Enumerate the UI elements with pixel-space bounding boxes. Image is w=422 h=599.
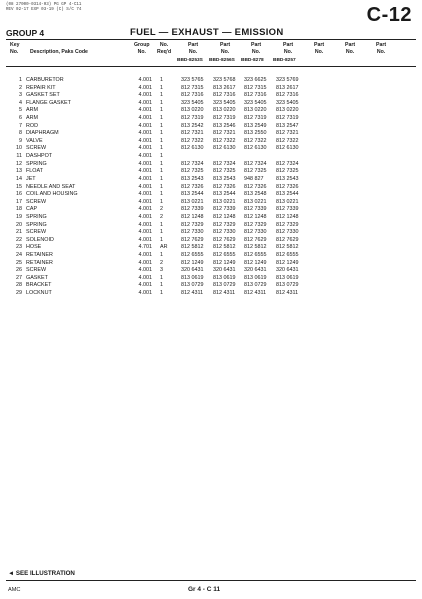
group-title: GROUP 4 bbox=[6, 28, 45, 38]
part-no-1: 812 7316 bbox=[181, 92, 204, 99]
part-no-4: 812 7321 bbox=[276, 130, 299, 137]
part-no-2: 813 2543 bbox=[213, 175, 236, 182]
key-no: 4 bbox=[19, 99, 22, 106]
part-no-2: 813 2546 bbox=[213, 122, 236, 129]
part-no-1: 812 5812 bbox=[181, 244, 204, 251]
qty-required: 1 bbox=[160, 107, 163, 114]
part-no-1: 812 7322 bbox=[181, 137, 204, 144]
description: SCREW bbox=[26, 145, 47, 152]
part-no-4: 813 0220 bbox=[276, 107, 299, 114]
part-no-3: 812 1248 bbox=[244, 213, 267, 220]
key-no: 16 bbox=[16, 191, 22, 198]
part-no-1: 812 7629 bbox=[181, 236, 204, 243]
key-no: 29 bbox=[16, 290, 22, 297]
description: SPRING bbox=[26, 221, 47, 228]
part-no-4: 812 1248 bbox=[276, 213, 299, 220]
part-no-2: 812 7326 bbox=[213, 183, 236, 190]
group-no: 4.001 bbox=[138, 99, 152, 106]
key-no: 20 bbox=[16, 221, 22, 228]
part-no-1: 812 7315 bbox=[181, 84, 204, 91]
part-no-2: 323 5405 bbox=[213, 99, 236, 106]
qty-required: AR bbox=[160, 244, 168, 251]
description: JET bbox=[26, 175, 36, 182]
table-row bbox=[0, 244, 422, 252]
group-no: 4.001 bbox=[138, 213, 152, 220]
col-header-part-2: Part No. bbox=[220, 42, 231, 55]
part-no-3: 812 6555 bbox=[244, 252, 267, 259]
part-no-4: 812 7322 bbox=[276, 137, 299, 144]
part-no-1: 812 7330 bbox=[181, 229, 204, 236]
qty-required: 1 bbox=[160, 175, 163, 182]
col-header-part-5: Part No. bbox=[314, 42, 325, 55]
key-no: 18 bbox=[16, 206, 22, 213]
description: SPRING bbox=[26, 213, 47, 220]
part-no-3: 812 5812 bbox=[244, 244, 267, 251]
description: BRACKET bbox=[26, 282, 52, 289]
table-row bbox=[0, 214, 422, 222]
qty-required: 1 bbox=[160, 236, 163, 243]
table-row bbox=[0, 290, 422, 298]
qty-required: 1 bbox=[160, 221, 163, 228]
part-no-4: 813 0619 bbox=[276, 274, 299, 281]
table-row bbox=[0, 275, 422, 283]
group-no: 4.001 bbox=[138, 282, 152, 289]
key-no: 21 bbox=[16, 229, 22, 236]
table-row bbox=[0, 260, 422, 268]
qty-required: 1 bbox=[160, 183, 163, 190]
key-no: 25 bbox=[16, 259, 22, 266]
part-no-2: 812 7325 bbox=[213, 168, 236, 175]
key-no: 13 bbox=[16, 168, 22, 175]
table-row bbox=[0, 229, 422, 237]
part-no-1: 812 7321 bbox=[181, 130, 204, 137]
part-no-2: 812 7329 bbox=[213, 221, 236, 228]
part-no-4: 813 2547 bbox=[276, 122, 299, 129]
part-no-2: 812 5812 bbox=[213, 244, 236, 251]
key-no: 15 bbox=[16, 183, 22, 190]
qty-required: 1 bbox=[160, 122, 163, 129]
key-no: 5 bbox=[19, 107, 22, 114]
description: ARM bbox=[26, 107, 38, 114]
part-no-4: 812 7324 bbox=[276, 160, 299, 167]
key-no: 2 bbox=[19, 84, 22, 91]
qty-required: 1 bbox=[160, 137, 163, 144]
description: VALVE bbox=[26, 137, 43, 144]
part-no-4: 812 6130 bbox=[276, 145, 299, 152]
see-illustration-note: ◄ SEE ILLUSTRATION bbox=[8, 570, 75, 577]
table-row bbox=[0, 267, 422, 275]
description: COIL AND HOUSING bbox=[26, 191, 78, 198]
description: HOSE bbox=[26, 244, 42, 251]
table-row bbox=[0, 222, 422, 230]
description: ROD bbox=[26, 122, 38, 129]
part-no-4: 812 7329 bbox=[276, 221, 299, 228]
page-title: FUEL — EXHAUST — EMISSION bbox=[130, 27, 284, 38]
part-no-1: 813 2542 bbox=[181, 122, 204, 129]
key-no: 10 bbox=[16, 145, 22, 152]
part-no-2: 812 1248 bbox=[213, 213, 236, 220]
key-no: 6 bbox=[19, 115, 22, 122]
part-no-3: 948 827 bbox=[244, 175, 264, 182]
part-no-3: 813 0221 bbox=[244, 198, 267, 205]
part-no-3: 812 7330 bbox=[244, 229, 267, 236]
part-no-3: 812 7629 bbox=[244, 236, 267, 243]
col-header-description: Description, Paks Code bbox=[30, 48, 88, 55]
footer-rule bbox=[6, 580, 416, 581]
description: RETAINER bbox=[26, 259, 53, 266]
description: LOCKNUT bbox=[26, 290, 52, 297]
part-no-1: 812 6130 bbox=[181, 145, 204, 152]
table-row bbox=[0, 100, 422, 108]
table-row bbox=[0, 123, 422, 131]
col-header-part-6: Part No. bbox=[345, 42, 356, 55]
part-no-2: 813 0221 bbox=[213, 198, 236, 205]
col-header-part-7: Part No. bbox=[376, 42, 387, 55]
part-no-4: 812 7629 bbox=[276, 236, 299, 243]
part-no-4: 323 5405 bbox=[276, 99, 299, 106]
part-no-2: 812 7316 bbox=[213, 92, 236, 99]
group-no: 4.001 bbox=[138, 77, 152, 83]
part-no-1: 812 7324 bbox=[181, 160, 204, 167]
print-code-line-1: (08 27000-0314-03) PG GP 4-C11 bbox=[6, 3, 82, 7]
part-no-4: 812 7330 bbox=[276, 229, 299, 236]
group-no: 4.001 bbox=[138, 206, 152, 213]
table-row bbox=[0, 191, 422, 199]
table-row bbox=[0, 138, 422, 146]
part-no-1: 812 7319 bbox=[181, 115, 204, 122]
qty-required: 1 bbox=[160, 153, 163, 160]
part-no-2: 320 6431 bbox=[213, 267, 236, 274]
part-no-3: 813 2548 bbox=[244, 191, 267, 198]
part-no-3: 812 7339 bbox=[244, 206, 267, 213]
group-no: 4.001 bbox=[138, 252, 152, 259]
part-no-4: 812 7316 bbox=[276, 92, 299, 99]
key-no: 17 bbox=[16, 198, 22, 205]
part-no-4: 813 0729 bbox=[276, 282, 299, 289]
part-no-2: 812 6555 bbox=[213, 252, 236, 259]
part-no-1: 323 5405 bbox=[181, 99, 204, 106]
part-column-code-2: BBD-8256S bbox=[209, 58, 235, 63]
description: DIAPHRAGM bbox=[26, 130, 59, 137]
key-no: 8 bbox=[19, 130, 22, 137]
description: FLANGE GASKET bbox=[26, 99, 71, 106]
qty-required: 1 bbox=[160, 290, 163, 297]
qty-required: 1 bbox=[160, 84, 163, 91]
part-no-4: 812 7339 bbox=[276, 206, 299, 213]
part-no-4: 813 2543 bbox=[276, 175, 299, 182]
table-row bbox=[0, 130, 422, 138]
table-row bbox=[0, 184, 422, 192]
group-no: 4.001 bbox=[138, 198, 152, 205]
part-no-3: 812 7316 bbox=[244, 92, 267, 99]
key-no: 28 bbox=[16, 282, 22, 289]
part-no-2: 812 1249 bbox=[213, 259, 236, 266]
table-row bbox=[0, 237, 422, 245]
part-no-3: 812 7329 bbox=[244, 221, 267, 228]
header-bottom-rule bbox=[6, 66, 416, 67]
part-no-3: 812 7319 bbox=[244, 115, 267, 122]
qty-required: 1 bbox=[160, 252, 163, 259]
part-no-4: 813 2544 bbox=[276, 191, 299, 198]
part-no-4: 812 6555 bbox=[276, 252, 299, 259]
part-no-4: 812 7325 bbox=[276, 168, 299, 175]
qty-required: 1 bbox=[160, 77, 163, 83]
qty-required: 1 bbox=[160, 191, 163, 198]
qty-required: 1 bbox=[160, 198, 163, 205]
table-row bbox=[0, 92, 422, 100]
description: SCREW bbox=[26, 229, 47, 236]
group-no: 4.701 bbox=[138, 244, 152, 251]
part-no-3: 812 7324 bbox=[244, 160, 267, 167]
group-no: 4.001 bbox=[138, 137, 152, 144]
part-column-code-3: BBD-8278 bbox=[241, 58, 264, 63]
part-no-2: 813 2544 bbox=[213, 191, 236, 198]
key-no: 24 bbox=[16, 252, 22, 259]
group-no: 4.001 bbox=[138, 115, 152, 122]
group-no: 4.001 bbox=[138, 92, 152, 99]
part-no-1: 813 0619 bbox=[181, 274, 204, 281]
part-no-4: 812 5812 bbox=[276, 244, 299, 251]
group-no: 4.001 bbox=[138, 84, 152, 91]
part-no-4: 812 7326 bbox=[276, 183, 299, 190]
table-row bbox=[0, 77, 422, 85]
key-no: 26 bbox=[16, 267, 22, 274]
group-no: 4.001 bbox=[138, 175, 152, 182]
part-no-1: 813 0221 bbox=[181, 198, 204, 205]
part-no-4: 812 4311 bbox=[276, 290, 299, 297]
description: CARBURETOR bbox=[26, 77, 64, 83]
part-no-3: 813 2549 bbox=[244, 122, 267, 129]
part-no-4: 813 0221 bbox=[276, 198, 299, 205]
part-no-3: 813 2550 bbox=[244, 130, 267, 137]
group-no: 4.001 bbox=[138, 145, 152, 152]
part-no-1: 813 0729 bbox=[181, 282, 204, 289]
group-no: 4.001 bbox=[138, 259, 152, 266]
col-header-part-1: Part No. bbox=[188, 42, 199, 55]
qty-required: 1 bbox=[160, 145, 163, 152]
col-header-part-4: Part No. bbox=[283, 42, 294, 55]
part-no-3: 812 1249 bbox=[244, 259, 267, 266]
description: SOLENOID bbox=[26, 236, 54, 243]
group-no: 4.001 bbox=[138, 274, 152, 281]
group-no: 4.001 bbox=[138, 130, 152, 137]
qty-required: 1 bbox=[160, 274, 163, 281]
key-no: 12 bbox=[16, 160, 22, 167]
part-column-code-1: BBD-8253S bbox=[177, 58, 203, 63]
qty-required: 2 bbox=[160, 259, 163, 266]
qty-required: 3 bbox=[160, 267, 163, 274]
group-no: 4.001 bbox=[138, 168, 152, 175]
table-row bbox=[0, 206, 422, 214]
part-no-2: 812 7339 bbox=[213, 206, 236, 213]
group-no: 4.001 bbox=[138, 107, 152, 114]
part-no-1: 812 4311 bbox=[181, 290, 204, 297]
table-row bbox=[0, 199, 422, 207]
group-no: 4.001 bbox=[138, 290, 152, 297]
key-no: 9 bbox=[19, 137, 22, 144]
part-no-2: 812 7629 bbox=[213, 236, 236, 243]
part-no-1: 323 5765 bbox=[181, 77, 204, 83]
col-header-part-3: Part No. bbox=[251, 42, 262, 55]
table-row bbox=[0, 161, 422, 169]
part-no-2: 812 6130 bbox=[213, 145, 236, 152]
part-no-3: 812 7322 bbox=[244, 137, 267, 144]
part-no-2: 813 0619 bbox=[213, 274, 236, 281]
part-no-1: 812 7325 bbox=[181, 168, 204, 175]
part-no-3: 812 6130 bbox=[244, 145, 267, 152]
part-no-2: 813 0729 bbox=[213, 282, 236, 289]
print-code-line-2: REV 02-17 EXP 03-19 (C) S/C 74 bbox=[6, 8, 82, 12]
qty-required: 2 bbox=[160, 206, 163, 213]
key-no: 22 bbox=[16, 236, 22, 243]
key-no: 27 bbox=[16, 274, 22, 281]
col-header-key: Key No. bbox=[10, 42, 20, 55]
part-no-3: 812 7325 bbox=[244, 168, 267, 175]
qty-required: 1 bbox=[160, 130, 163, 137]
part-no-3: 812 7315 bbox=[244, 84, 267, 91]
group-no: 4.001 bbox=[138, 153, 152, 160]
description: RETAINER bbox=[26, 252, 53, 259]
group-no: 4.001 bbox=[138, 183, 152, 190]
section-tag: C-12 bbox=[366, 4, 412, 26]
part-column-code-4: BBD-8257 bbox=[273, 58, 296, 63]
description: NEEDLE AND SEAT bbox=[26, 183, 76, 190]
part-no-3: 813 0619 bbox=[244, 274, 267, 281]
group-no: 4.001 bbox=[138, 229, 152, 236]
description: SCREW bbox=[26, 267, 47, 274]
key-no: 23 bbox=[16, 244, 22, 251]
description: DASHPOT bbox=[26, 153, 53, 160]
col-header-group: Group No. bbox=[134, 42, 150, 55]
key-no: 14 bbox=[16, 175, 22, 182]
description: FLOAT bbox=[26, 168, 43, 175]
table-row bbox=[0, 168, 422, 176]
part-no-1: 812 7329 bbox=[181, 221, 204, 228]
header-top-rule bbox=[6, 39, 416, 40]
part-no-1: 812 1248 bbox=[181, 213, 204, 220]
group-no: 4.001 bbox=[138, 221, 152, 228]
qty-required: 1 bbox=[160, 160, 163, 167]
part-no-3: 323 5405 bbox=[244, 99, 267, 106]
part-no-2: 812 7319 bbox=[213, 115, 236, 122]
part-no-4: 813 2617 bbox=[276, 84, 299, 91]
part-no-4: 320 6431 bbox=[276, 267, 299, 274]
table-row bbox=[0, 252, 422, 260]
footer-page-ref: Gr 4 - C 11 bbox=[188, 586, 221, 593]
table-row bbox=[0, 85, 422, 93]
qty-required: 1 bbox=[160, 229, 163, 236]
part-no-3: 812 7326 bbox=[244, 183, 267, 190]
description: SPRING bbox=[26, 160, 47, 167]
part-no-2: 812 7322 bbox=[213, 137, 236, 144]
key-no: 19 bbox=[16, 213, 22, 220]
qty-required: 1 bbox=[160, 99, 163, 106]
table-row bbox=[0, 115, 422, 123]
description: CAP bbox=[26, 206, 38, 213]
qty-required: 2 bbox=[160, 213, 163, 220]
part-no-4: 812 7319 bbox=[276, 115, 299, 122]
part-no-1: 813 2543 bbox=[181, 175, 204, 182]
qty-required: 1 bbox=[160, 168, 163, 175]
key-no: 3 bbox=[19, 92, 22, 99]
part-no-2: 812 7321 bbox=[213, 130, 236, 137]
group-no: 4.001 bbox=[138, 160, 152, 167]
part-no-3: 813 0220 bbox=[244, 107, 267, 114]
table-row bbox=[0, 153, 422, 161]
part-no-2: 813 0220 bbox=[213, 107, 236, 114]
part-no-2: 812 4311 bbox=[213, 290, 236, 297]
group-no: 4.001 bbox=[138, 267, 152, 274]
group-no: 4.001 bbox=[138, 191, 152, 198]
key-no: 7 bbox=[19, 122, 22, 129]
part-no-1: 813 2544 bbox=[181, 191, 204, 198]
qty-required: 1 bbox=[160, 115, 163, 122]
description: REPAIR KIT bbox=[26, 84, 56, 91]
part-no-2: 813 2617 bbox=[213, 84, 236, 91]
part-no-1: 812 1249 bbox=[181, 259, 204, 266]
part-no-2: 323 5768 bbox=[213, 77, 236, 83]
table-row bbox=[0, 176, 422, 184]
part-no-1: 320 6431 bbox=[181, 267, 204, 274]
part-no-4: 323 5769 bbox=[276, 77, 299, 83]
description: SCREW bbox=[26, 198, 47, 205]
table-row bbox=[0, 145, 422, 153]
description: ARM bbox=[26, 115, 38, 122]
part-no-1: 812 7339 bbox=[181, 206, 204, 213]
description: GASKET SET bbox=[26, 92, 60, 99]
part-no-3: 320 6431 bbox=[244, 267, 267, 274]
part-no-4: 812 1249 bbox=[276, 259, 299, 266]
qty-required: 1 bbox=[160, 92, 163, 99]
table-row bbox=[0, 107, 422, 115]
part-no-2: 812 7324 bbox=[213, 160, 236, 167]
group-no: 4.001 bbox=[138, 236, 152, 243]
group-no: 4.001 bbox=[138, 122, 152, 129]
footer-brand: AMC bbox=[8, 587, 21, 593]
part-no-1: 813 0220 bbox=[181, 107, 204, 114]
table-row bbox=[0, 282, 422, 290]
parts-table bbox=[0, 77, 422, 298]
key-no: 1 bbox=[19, 77, 22, 83]
part-no-3: 813 0729 bbox=[244, 282, 267, 289]
part-no-1: 812 6555 bbox=[181, 252, 204, 259]
part-no-2: 812 7330 bbox=[213, 229, 236, 236]
part-no-3: 323 6625 bbox=[244, 77, 267, 83]
part-no-1: 812 7326 bbox=[181, 183, 204, 190]
key-no: 11 bbox=[16, 153, 22, 160]
print-code-header bbox=[6, 3, 81, 13]
qty-required: 1 bbox=[160, 282, 163, 289]
description: GASKET bbox=[26, 274, 48, 281]
part-no-3: 812 4311 bbox=[244, 290, 267, 297]
col-header-req: No. Req'd bbox=[157, 42, 172, 55]
